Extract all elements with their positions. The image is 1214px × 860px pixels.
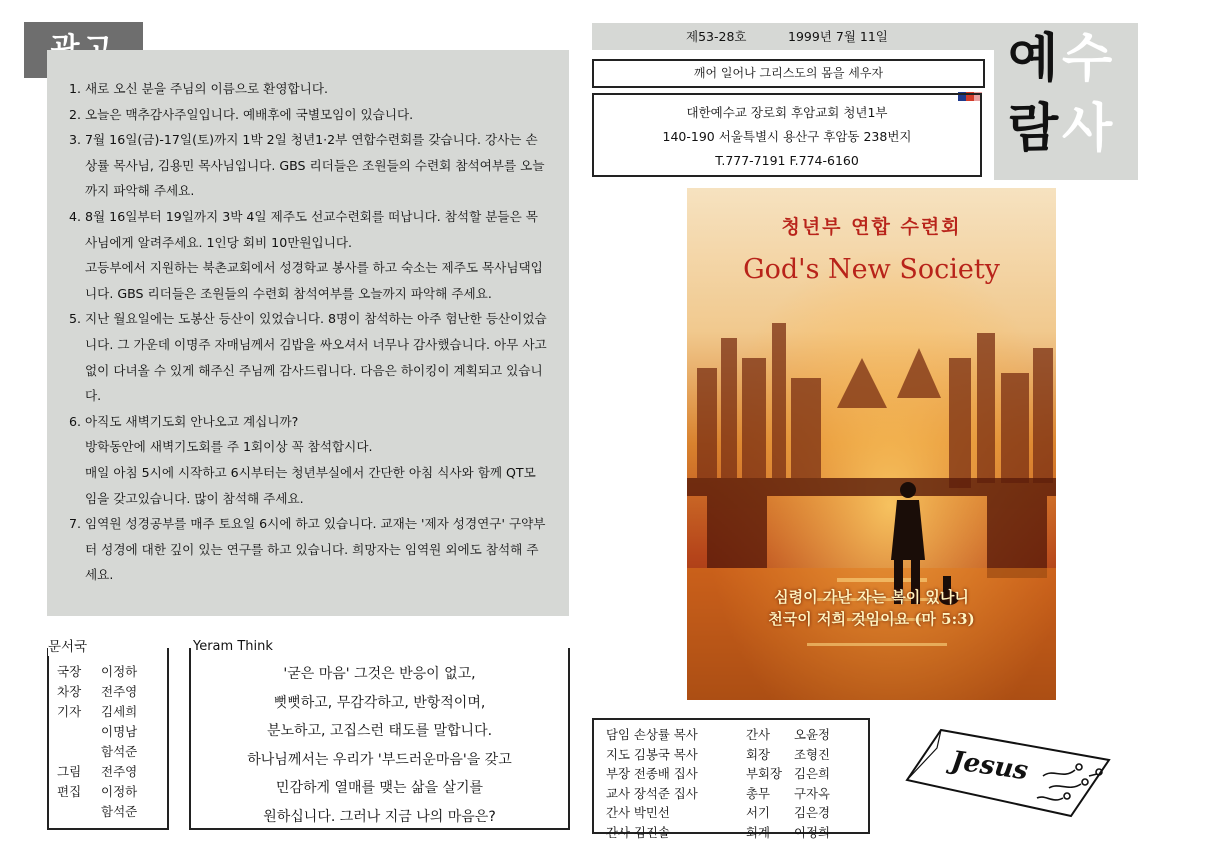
staff-table [592,718,870,840]
think-line: 하나님께서는 우리가 '부드러운마음'을 갖고 [247,751,512,768]
editorial-role: 국장 [57,664,82,679]
editorial-name: 함석준 [101,744,138,759]
editorial-role [57,742,101,762]
announcement-list [69,76,547,588]
church-name: 대한예수교 장로회 후암교회 청년1부 [686,105,888,120]
staff-row [606,725,854,745]
staff-role: 간사 [746,727,770,742]
item-number: 3. [69,132,82,148]
jesus-sign-icon [903,718,1118,820]
church-phone: T.777-7191 F.774-6160 [715,153,859,168]
announcement-text: 고등부에서 지원하는 북촌교회에서 성경학교 봉사를 하고 숙소는 제주도 목사님댁입니다. GBS 리더들은 조원들의 수련회 참석여부를 오늘까지 파악해 주세요. [85,260,543,301]
yeram-think-title: Yeram Think [193,639,277,655]
editorial-role: 편집 [57,784,82,799]
editorial-role [57,722,101,742]
think-line: 분노하고, 고집스런 태도를 말합니다. [266,723,493,739]
staff-name: 이정희 [794,824,830,840]
announcement-text: 8월 16일부터 19일까지 3박 4일 제주도 선교수련회를 떠납니다. 참석할 분들은 목사님에게 알려주세요. 1인당 회비 10만원입니다. [85,208,538,250]
staff-row [606,745,854,765]
poster-title-ko: 청년부 연합 수련회 [781,216,962,238]
issue-date: 1999년 7월 11일 [788,29,888,44]
editorial-name: 이정하 [101,784,138,799]
item-number: 7. [69,516,82,532]
staff-pastor: 간사 김진솔 [606,824,670,840]
staff-row [606,764,854,784]
announcement-text: 새로 오신 분을 주님의 이름으로 환영합니다. [85,81,328,96]
staff-name: 조형진 [794,746,830,762]
announcement-item [69,127,547,204]
editorial-title: 문서국 [48,638,91,656]
item-number: 4. [69,208,82,224]
church-info [592,93,982,177]
church-address: 140-190 서울특별시 용산구 후암동 238번지 [662,129,912,144]
announcement-item [69,409,547,511]
staff-row [606,784,854,804]
announcement-text: 아직도 새벽기도회 안나오고 계십니까? [85,413,299,429]
think-line: '굳은 마음' 그것은 반응이 없고, [283,666,476,682]
staff-role: 총무 [746,785,770,801]
editorial-row [57,682,137,702]
editorial-role: 기자 [57,704,82,719]
yesuramsa-logo [994,23,1138,180]
staff-row [606,803,854,823]
staff-name: 김은경 [794,805,830,821]
logo-char: 예 [1008,29,1059,89]
editorial-box [47,648,169,830]
staff-name: 김은희 [794,766,830,782]
editorial-role: 그림 [57,764,82,779]
editorial-row [57,802,137,822]
poster-title-en: God's New Society [743,254,1000,285]
announcement-item [69,306,547,408]
jesus-sign-text: Jesus [949,745,1030,787]
staff-name: 구자옥 [794,785,830,801]
editorial-name: 이정하 [101,664,138,679]
editorial-role [57,802,101,822]
editorial-name: 함석준 [101,804,138,819]
think-line: 뻣뻣하고, 무감각하고, 반항적이며, [273,694,486,711]
staff-pastor: 부장 전종배 집사 [606,766,698,782]
staff-role: 회계 [746,824,770,840]
issue-strip [592,23,995,50]
announcement-text: 방학동안에 새벽기도회를 주 1회이상 꼭 참석합시다. [85,439,373,455]
editorial-row [57,702,137,722]
editorial-list [57,662,137,822]
staff-role: 부회장 [746,766,782,782]
editorial-row [57,662,137,682]
poster-verse: 천국이 저희 것임이요 (마 5:3) [768,610,975,628]
editorial-row [57,722,137,742]
announcement-text: 지난 월요일에는 도봉산 등산이 있었습니다. 8명이 참석하는 아주 험난한 등산이었습니다. 그 가운데 이명주 자매님께서 김밥을 싸오셔서 너무나 감사했습니다. 아무 사고 없이 다녀올 수 있게 해주신 주님께 감사드립니다. 다음은 하이킹이 계획되고 있습니다. [85,311,547,404]
item-number: 2. [69,106,82,122]
staff-name: 오윤정 [794,727,830,742]
editorial-name: 김세희 [101,704,138,719]
staff-role: 회장 [746,746,770,762]
editorial-name: 이명남 [101,724,138,739]
think-line: 민감하게 열매를 맺는 삶을 살기를 [275,780,484,796]
announcement-item [69,102,547,128]
editorial-name: 전주영 [101,684,138,699]
issue-number: 제53-28호 [686,29,747,44]
editorial-name: 전주영 [101,764,138,779]
announcements-panel [47,50,569,616]
staff-pastor: 지도 김봉국 목사 [606,746,698,762]
editorial-row [57,782,137,802]
motto: 깨어 일어나 그리스도의 몸을 세우자 [592,59,985,88]
staff-pastor: 간사 박민선 [606,805,670,821]
announcement-text: 매일 아침 5시에 시작하고 6시부터는 청년부실에서 간단한 아침 식사와 함께 QT모임을 갖고있습니다. 많이 참석해 주세요. [85,464,536,506]
logo-char: 수 [1062,29,1113,89]
item-number: 5. [69,311,82,327]
logo-char: 사 [1062,99,1113,159]
staff-role: 서기 [746,805,770,821]
staff-row [606,823,854,843]
item-number: 6. [69,413,82,429]
retreat-poster [687,188,1056,700]
logo-char: 람 [1008,99,1059,159]
announcement-item [69,511,547,588]
announcement-text: 임역원 성경공부를 매주 토요일 6시에 하고 있습니다. 교재는 '제자 성경연구' 구약부터 성경에 대한 깊이 있는 연구를 하고 있습니다. 희망자는 임역원 외에도 참석해 주세요. [85,516,546,583]
editorial-row [57,742,137,762]
announcement-text: 7월 16일(금)-17일(토)까지 1박 2일 청년1·2부 연합수련회를 갖습니다. 강사는 손상률 목사님, 김용민 목사님입니다. GBS 리더들은 조원들의 수련회 참석여부를 오늘까지 파악해 주세요. [85,132,545,199]
editorial-row [57,762,137,782]
think-text [191,660,568,831]
staff-pastor: 담임 손상률 목사 [606,727,698,742]
yeram-think-box [189,648,570,830]
announcement-item [69,76,547,102]
poster-verse: 심령이 가난 자는 복이 있나니 [774,588,969,606]
think-line: 원하십니다. 그러나 지금 나의 마음은? [263,808,496,825]
announcement-item [69,204,547,306]
announcement-text: 오늘은 맥추감사주일입니다. 예배후에 국별모임이 있습니다. [85,106,414,122]
staff-pastor: 교사 장석준 집사 [606,785,698,801]
item-number: 1. [69,81,82,96]
editorial-role: 차장 [57,684,82,699]
